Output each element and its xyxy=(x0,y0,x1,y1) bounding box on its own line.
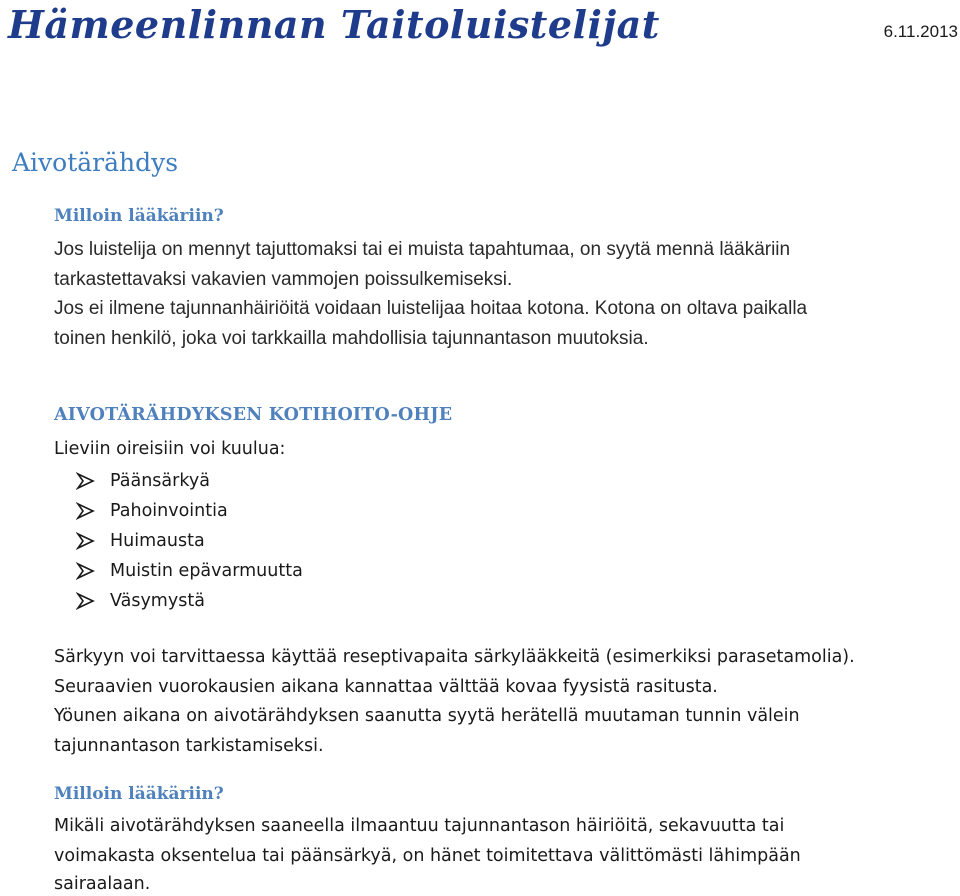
arrow-bullet-icon xyxy=(76,592,96,610)
paragraph-line: Jos ei ilmene tajunnanhäiriöitä voidaan luistelijaa hoitaa kotona. Kotona on oltava paikalla xyxy=(54,298,808,319)
paragraph-line: toinen henkilö, joka voi tarkkailla mahdollisia tajunnantason muutoksia. xyxy=(54,328,649,349)
arrow-bullet-icon xyxy=(76,532,96,550)
paragraph-line: tajunnantason tarkistamiseksi. xyxy=(54,736,324,756)
paragraph-line: Yöunen aikana on aivotärähdyksen saanutta syytä herätellä muutaman tunnin välein xyxy=(54,706,800,726)
list-item-label: Pahoinvointia xyxy=(110,501,228,521)
list-item-label: Päänsärkyä xyxy=(110,471,210,491)
paragraph-line: Mikäli aivotärähdyksen saaneella ilmaantuu tajunnantason häiriöitä, sekavuutta tai xyxy=(54,816,785,836)
section-heading-home-care: AIVOTÄRÄHDYKSEN KOTIHOITO-OHJE xyxy=(54,405,453,425)
symptoms-intro: Lieviin oireisiin voi kuulua: xyxy=(54,439,286,459)
section-heading-when-to-doctor: Milloin lääkäriin? xyxy=(54,206,224,226)
paragraph-line: Särkyyn voi tarvittaessa käyttää reseptivapaita särkylääkkeitä (esimerkiksi parasetamolia). xyxy=(54,647,855,667)
list-item-label: Väsymystä xyxy=(110,591,205,611)
list-item-label: Muistin epävarmuutta xyxy=(110,561,303,581)
arrow-bullet-icon xyxy=(76,472,96,490)
section-heading-when-to-doctor-2: Milloin lääkäriin? xyxy=(54,784,224,804)
club-title: Hämeenlinnan Taitoluistelijat xyxy=(8,2,660,47)
paragraph-line: tarkastettavaksi vakavien vammojen poissulkemiseksi. xyxy=(54,269,513,290)
paragraph-line: voimakasta oksentelua tai päänsärkyä, on hänet toimitettava välittömästi lähimpään xyxy=(54,846,801,866)
paragraph-line: Seuraavien vuorokausien aikana kannattaa välttää kovaa fyysistä rasitusta. xyxy=(54,677,718,697)
paragraph-line: Jos luistelija on mennyt tajuttomaksi tai ei muista tapahtumaa, on syytä mennä lääkäriin xyxy=(54,239,791,260)
paragraph-line: sairaalaan. xyxy=(54,874,151,894)
list-item xyxy=(76,586,303,616)
list-item xyxy=(76,496,303,526)
list-item xyxy=(76,556,303,586)
list-item-label: Huimausta xyxy=(110,531,205,551)
arrow-bullet-icon xyxy=(76,562,96,580)
page-title: Aivotärähdys xyxy=(12,148,179,177)
list-item xyxy=(76,526,303,556)
arrow-bullet-icon xyxy=(76,502,96,520)
symptom-list xyxy=(76,466,303,616)
document-date: 6.11.2013 xyxy=(883,22,958,41)
list-item xyxy=(76,466,303,496)
